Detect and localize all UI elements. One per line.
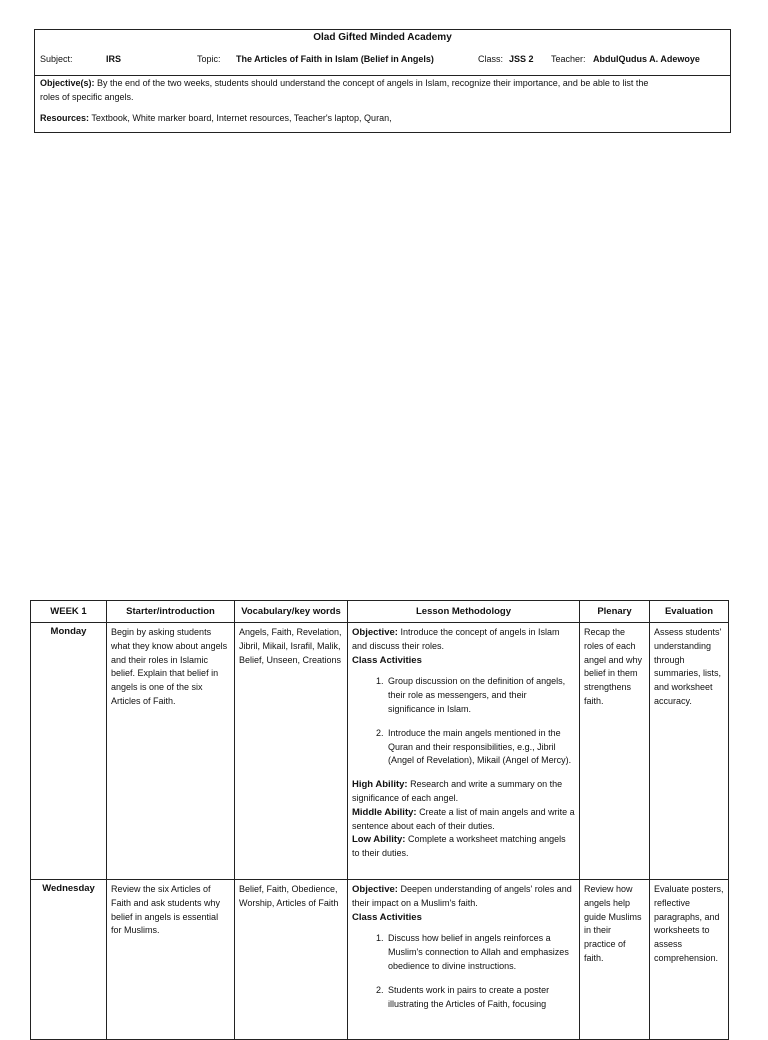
vocabulary-cell: Angels, Faith, Revelation, Jibril, Mikail, Israfil, Malik, Belief, Unseen, Creations	[235, 623, 348, 880]
methodology-objective	[352, 883, 575, 911]
subject-label: Subject:	[40, 54, 73, 64]
school-name: Olad Gifted Minded Academy	[313, 32, 452, 43]
col-header-methodology: Lesson Methodology	[348, 601, 580, 623]
list-item: 1. Group discussion on the definition of angels, their role as messengers, and their significance in Islam.	[386, 675, 575, 716]
evaluation-cell: Evaluate posters, reflective paragraphs, and worksheets to assess comprehension.	[650, 880, 729, 1040]
list-item: 2. Introduce the main angels mentioned in the Quran and their responsibilities, e.g., Jibril (Angel of Revelation), Mikail (Angel of Mercy).	[386, 727, 575, 768]
high-ability-label: High Ability:	[352, 779, 408, 791]
activities-label: Class Activities	[352, 911, 422, 923]
subject-value: IRS	[106, 54, 122, 64]
lesson-plan-table	[30, 600, 729, 1040]
high-ability-text: Research and write a summary on the significance of each angel.	[352, 779, 563, 803]
starter-cell: Review the six Articles of Faith and ask students why belief in angels is essential for Muslims.	[107, 880, 235, 1040]
starter-cell: Begin by asking students what they know about angels and their roles in Islamic belief. Explain that belief in angels is one of the six Articles of Faith.	[107, 623, 235, 880]
class-label: Class:	[478, 54, 504, 64]
objective-label: Objective(s):	[40, 78, 95, 88]
middle-ability	[352, 806, 575, 834]
class-value: JSS 2	[509, 54, 534, 64]
objective-line	[40, 76, 710, 104]
methodology-cell	[348, 880, 580, 1040]
table-row	[31, 880, 729, 1040]
table-row	[31, 623, 729, 880]
low-ability-text: Complete a worksheet matching angels to their duties.	[352, 834, 566, 859]
col-header-evaluation: Evaluation	[650, 601, 729, 623]
objective-text: Introduce the concept of angels in Islam and discuss their roles.	[352, 627, 560, 651]
objective-label: Objective:	[352, 627, 398, 638]
lesson-header-box	[34, 29, 731, 133]
activities-label: Class Activities	[352, 654, 422, 666]
methodology-objective	[352, 626, 575, 654]
low-ability	[352, 833, 575, 861]
evaluation-cell: Assess students' understanding through summaries, lists, and worksheet accuracy.	[650, 623, 729, 880]
table-header-row	[31, 601, 729, 623]
activities-list	[352, 932, 575, 1011]
vocabulary-cell: Belief, Faith, Obedience, Worship, Articles of Faith	[235, 880, 348, 1040]
col-header-plenary: Plenary	[580, 601, 650, 623]
col-header-starter: Starter/introduction	[107, 601, 235, 623]
objective-text-cont: roles of specific angels.	[40, 92, 134, 102]
low-ability-label: Low Ability:	[352, 834, 406, 846]
plenary-cell: Review how angels help guide Muslims in their practice of faith.	[580, 880, 650, 1040]
objective-text: Deepen understanding of angels' roles and their impact on a Muslim's faith.	[352, 884, 572, 908]
resources-text: Textbook, White marker board, Internet resources, Teacher's laptop, Quran,	[91, 113, 392, 123]
middle-ability-text: Create a list of main angels and write a sentence about each of their duties.	[352, 806, 575, 831]
list-item: 1. Discuss how belief in angels reinforces a Muslim's connection to Allah and emphasizes obedience to divine instructions.	[386, 932, 575, 973]
middle-ability-label: Middle Ability:	[352, 806, 417, 818]
activities-list	[352, 675, 575, 768]
high-ability	[352, 778, 575, 806]
resources-label: Resources:	[40, 113, 90, 123]
col-header-week: WEEK 1	[31, 601, 107, 623]
teacher-value: AbdulQudus A. Adewoye	[593, 54, 700, 64]
class-activities-heading	[352, 654, 575, 668]
list-item: 2. Students work in pairs to create a poster illustrating the Articles of Faith, focusing	[386, 984, 575, 1012]
class-activities-heading	[352, 911, 575, 925]
teacher-label: Teacher:	[551, 54, 586, 64]
topic-value: The Articles of Faith in Islam (Belief in Angels)	[236, 54, 434, 64]
plenary-cell: Recap the roles of each angel and why belief in them strengthens faith.	[580, 623, 650, 880]
objective-label: Objective:	[352, 884, 398, 895]
methodology-cell	[348, 623, 580, 880]
day-cell: Monday	[31, 623, 107, 880]
header-info-row	[35, 30, 730, 76]
topic-label: Topic:	[197, 54, 221, 64]
resources-line	[40, 111, 710, 125]
col-header-vocabulary: Vocabulary/key words	[235, 601, 348, 623]
day-cell: Wednesday	[31, 880, 107, 1040]
objective-text: By the end of the two weeks, students should understand the concept of angels in Islam, recognize their importance, and be able to list the	[97, 78, 649, 88]
